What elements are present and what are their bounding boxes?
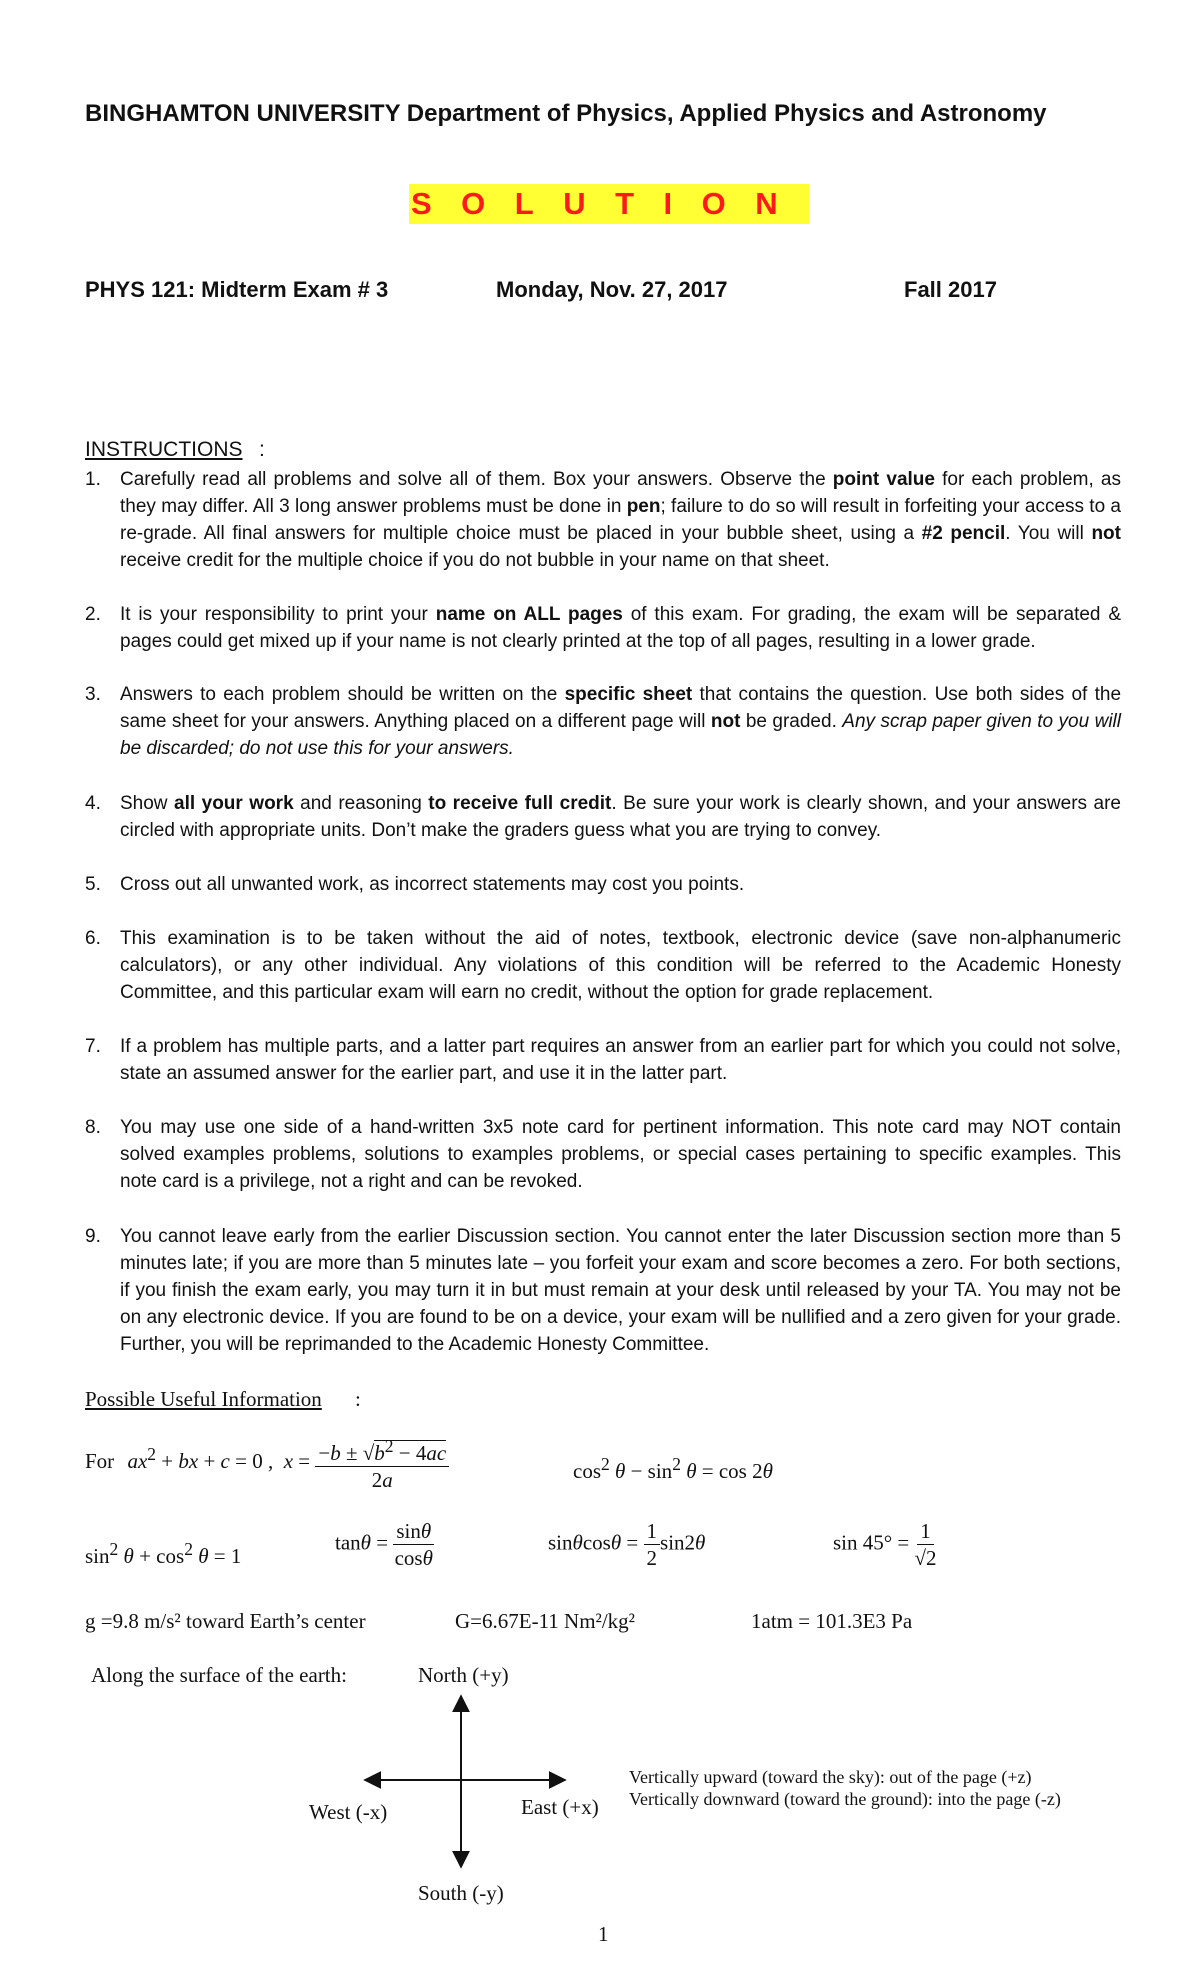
- compass-west-label: West (-x): [309, 1800, 388, 1824]
- instruction-text: If a problem has multiple parts, and a latter part requires an answer from an earlier part for which you could not solve, state an assumed answer for the earlier part, and use it in the latter part.: [120, 1036, 1121, 1084]
- university-header: BINGHAMTON UNIVERSITY Department of Physics, Applied Physics and Astronomy: [85, 100, 1047, 127]
- cos-double-angle-identity: $\cos^2 \theta - \sin^2 \theta = \cos 2\theta$: [573, 1454, 773, 1483]
- exam-term: Fall 2017: [904, 277, 997, 302]
- page-number: 1: [598, 1922, 609, 1946]
- instruction-text: Carefully read all problems and solve all of them. Box your answers. Observe the point value for each problem, as they may differ. All 3 long answer problems must be done in pen; failure to do so will result in forfeiting your access to a re-grade. All final answers for multiple choice must be placed in your bubble sheet, using a #2 pencil. You will not receive credit for the multiple choice if you do not bubble in your name on that sheet.: [120, 469, 1121, 571]
- compass-east-label: East (+x): [521, 1795, 599, 1819]
- instruction-text: It is your responsibility to print your name on ALL pages of this exam. For grading, the exam will be separated & pages could get mixed up if your name is not clearly printed at the top of all pages, resulting in a lower grade.: [120, 604, 1122, 652]
- instructions-heading: INSTRUCTIONS: [85, 438, 243, 461]
- gravity-constant: g =9.8 m/s² toward Earth’s center: [85, 1609, 366, 1633]
- instruction-number: 9.: [85, 1226, 101, 1247]
- instruction-number: 1.: [85, 469, 101, 490]
- instruction-text: You cannot leave early from the earlier Discussion section. You cannot enter the later Discussion section more than 5 minutes late; if you are more than 5 minutes late – you forfeit your exam and score becomes a zero. For both sections, if you finish the exam early, you may turn it in but must remain at your desk until released by your TA. You may not be on any electronic device. If you are found to be on a device, your exam will be nullified and a zero given for your grade. Further, you will be reprimanded to the Academic Honesty Committee.: [120, 1226, 1121, 1355]
- vertical-up-note: Vertically upward (toward the sky): out of the page (+z): [629, 1767, 1032, 1787]
- instruction-text: Answers to each problem should be written on the specific sheet that contains the question. Use both sides of the same sheet for your answers. Anything placed on a different page will not be graded. Any scrap paper given to you will be discarded; do not use this for your answers.: [120, 684, 1122, 759]
- gravitational-constant: G=6.67E-11 Nm²/kg²: [455, 1609, 635, 1633]
- tangent-identity: tanθ = $\frac{\sin\theta}{\cos\theta}$: [335, 1519, 433, 1570]
- compass-south-label: South (-y): [418, 1881, 504, 1905]
- instruction-text: You may use one side of a hand-written 3x5 note card for pertinent information. This note card may NOT contain solved examples problems, solutions to examples problems, or special cases pertaining to specific examples. This note card is a privilege, not a right and can be revoked.: [120, 1117, 1121, 1192]
- instruction-number: 4.: [85, 793, 101, 814]
- instructions-heading-colon: :: [259, 438, 265, 461]
- instruction-text: Cross out all unwanted work, as incorrect statements may cost you points.: [120, 874, 745, 895]
- useful-info-heading-colon: :: [355, 1387, 361, 1411]
- useful-info-heading: Possible Useful Information: [85, 1387, 322, 1411]
- sin-cos-product-identity: sinθcosθ = $\frac{1}{2}$ sin2θ: [548, 1519, 706, 1570]
- instruction-number: 8.: [85, 1117, 101, 1138]
- quadratic-formula: For $ax^2$ + bx + c = 0 , x = $\frac{-b \pm √b^2 - 4ac}{2a}$: [85, 1433, 449, 1493]
- pythagorean-identity: $\sin^2 \theta + \cos^2 \theta = 1$: [85, 1539, 242, 1568]
- quadratic-prefix: For: [85, 1448, 115, 1473]
- course-title: PHYS 121: Midterm Exam # 3: [85, 277, 389, 302]
- instruction-text: Show all your work and reasoning to receive full credit. Be sure your work is clearly shown, and your answers are circled with appropriate units. Don’t make the graders guess what you are trying to convey.: [120, 793, 1121, 841]
- instruction-number: 5.: [85, 874, 101, 895]
- compass-caption: Along the surface of the earth:: [91, 1663, 347, 1687]
- instruction-number: 6.: [85, 928, 101, 949]
- instruction-text: This examination is to be taken without the aid of notes, textbook, electronic device (save non-alphanumeric calculators), or any other individual. Any violations of this condition will be referred to the Academic Honesty Committee, and this particular exam will earn no credit, without the option for grade replacement.: [120, 928, 1121, 1003]
- instruction-number: 2.: [85, 604, 101, 625]
- sin45-value: sin 45° = $\frac{1}{√2}$: [833, 1519, 937, 1570]
- atmosphere-pressure: 1atm = 101.3E3 Pa: [751, 1609, 913, 1633]
- compass-north-label: North (+y): [418, 1663, 509, 1687]
- instruction-number: 7.: [85, 1036, 101, 1057]
- exam-date: Monday, Nov. 27, 2017: [496, 277, 728, 302]
- vertical-down-note: Vertically downward (toward the ground): into the page (-z): [629, 1789, 1061, 1809]
- instruction-number: 3.: [85, 684, 101, 705]
- solution-banner-text: SOLUTION: [411, 186, 808, 221]
